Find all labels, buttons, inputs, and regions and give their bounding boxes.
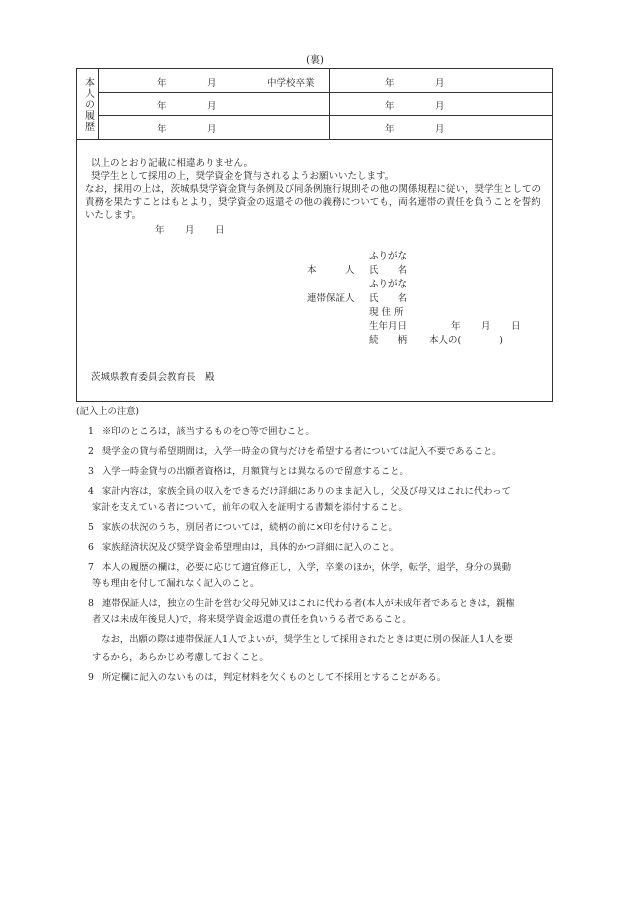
furigana-label-1: ふりがな <box>369 251 408 262</box>
declaration-line-2: 奨学生として採用の上，奨学資金を貸与されるようお願いいたします。 <box>91 171 395 182</box>
history-row3-right-year: 年 <box>385 124 395 135</box>
history-row1-right-month: 月 <box>435 78 445 89</box>
history-row1-right-year: 年 <box>385 78 395 89</box>
note-text: ※印のところは，該当するものを○等で囲むこと。 <box>102 426 315 437</box>
birthdate-label: 生年月日 <box>369 321 408 332</box>
note-number: 7 <box>88 562 94 573</box>
note-text-continued: 等も理由を付して漏れなく記入のこと。 <box>92 578 260 589</box>
note-text: 本人の履歴の欄は，必要に応じて適宜修正し，入学，卒業のほか，休学，転学，退学，身分の異動 <box>102 562 512 573</box>
declaration-box <box>76 140 553 402</box>
note-text: 入学一時金貸与の出願者資格は，月額貸与とは異なるので留意すること。 <box>102 466 409 477</box>
relation-label: 続 柄 <box>369 335 408 346</box>
addressee: 茨城県教育委員会教育長 殿 <box>91 372 215 383</box>
birthdate-year: 年 <box>451 321 461 332</box>
note-text: 連帯保証人は，独立の生計を営む父母兄姉又はこれに代わる者(本人が未成年者であるときは，親権 <box>102 598 515 609</box>
notes-heading: (記入上の注意) <box>76 406 140 417</box>
guarantor-label: 連帯保証人 <box>307 293 355 304</box>
guarantor-name-label: 氏 名 <box>369 293 408 304</box>
declaration-line-3: なお，採用の上は，茨城県奨学資金貸与条例及び同条例施行規則その他の関係規程に従い，奨学生としての責務を果たすことはもとより，奨学資金の返還その他の義務についても，両名連帯の責任を負うことを誓約いたします。 <box>85 184 542 221</box>
history-row3-right-month: 月 <box>435 124 445 135</box>
history-row1-left-month: 月 <box>207 78 217 89</box>
note-number: 3 <box>88 466 94 477</box>
birthdate-month: 月 <box>481 321 491 332</box>
history-row-divider-2 <box>98 115 552 116</box>
note-text-continued: するから，あらかじめ考慮しておくこと。 <box>92 652 269 663</box>
applicant-name-label: 氏 名 <box>369 265 408 276</box>
note-text: 家計内容は，家族全員の収入をできるだけ詳細にありのまま記入し，父及び母又はこれに代わって <box>102 486 511 497</box>
history-heading: 本人の履歴 <box>82 76 94 132</box>
note-number: 1 <box>88 426 94 437</box>
history-table <box>76 68 553 140</box>
history-row-divider-1 <box>98 92 552 93</box>
note-text-continued: 者又は未成年後見人)で，将来奨学資金返還の責任を負いうる者であること。 <box>92 614 412 625</box>
date-year: 年 <box>155 225 165 236</box>
note-number: 6 <box>88 542 94 553</box>
note-number: 8 <box>88 598 94 609</box>
note-text-continued: なお，出願の際は連帯保証人1人でよいが，奨学生として採用されたときは更に別の保証人1人を要 <box>92 634 513 645</box>
history-row3-left-year: 年 <box>157 124 167 135</box>
note-text-continued: 家計を支えている者について，前年の収入を証明する書類を添付すること。 <box>92 502 408 513</box>
address-label: 現 住 所 <box>369 307 404 318</box>
history-row2-left-month: 月 <box>207 101 217 112</box>
note-text: 家族の状況のうち，別居者については，続柄の前に×印を付けること。 <box>102 522 398 533</box>
history-divider-middle <box>329 69 330 139</box>
date-month: 月 <box>185 225 195 236</box>
history-row3-left-month: 月 <box>207 124 217 135</box>
furigana-label-2: ふりがな <box>369 279 408 290</box>
date-day: 日 <box>215 225 225 236</box>
note-number: 4 <box>88 486 94 497</box>
declaration-line-1: 以上のとおり記載に相違ありません。 <box>91 158 254 169</box>
history-row1-left-year: 年 <box>157 78 167 89</box>
page-side-label: (裏) <box>306 55 324 66</box>
note-text: 家族経済状況及び奨学資金希望理由は，具体的かつ詳細に記入のこと。 <box>102 542 400 553</box>
applicant-label: 本 人 <box>307 265 355 276</box>
note-number: 9 <box>88 672 94 683</box>
note-number: 5 <box>88 522 94 533</box>
birthdate-day: 日 <box>511 321 521 332</box>
history-divider-left <box>98 69 99 139</box>
note-text: 所定欄に記入のないものは，判定材料を欠くものとして不採用とすることがある。 <box>102 672 446 683</box>
history-row2-left-year: 年 <box>157 101 167 112</box>
relation-value: 本人の( ) <box>429 335 503 346</box>
note-number: 2 <box>88 446 94 457</box>
history-row2-right-month: 月 <box>435 101 445 112</box>
history-row1-note: 中学校卒業 <box>267 78 315 89</box>
note-text: 奨学金の貸与希望期間は，入学一時金の貸与だけを希望する者については記入不要であること。 <box>102 446 502 457</box>
history-row2-right-year: 年 <box>385 101 395 112</box>
